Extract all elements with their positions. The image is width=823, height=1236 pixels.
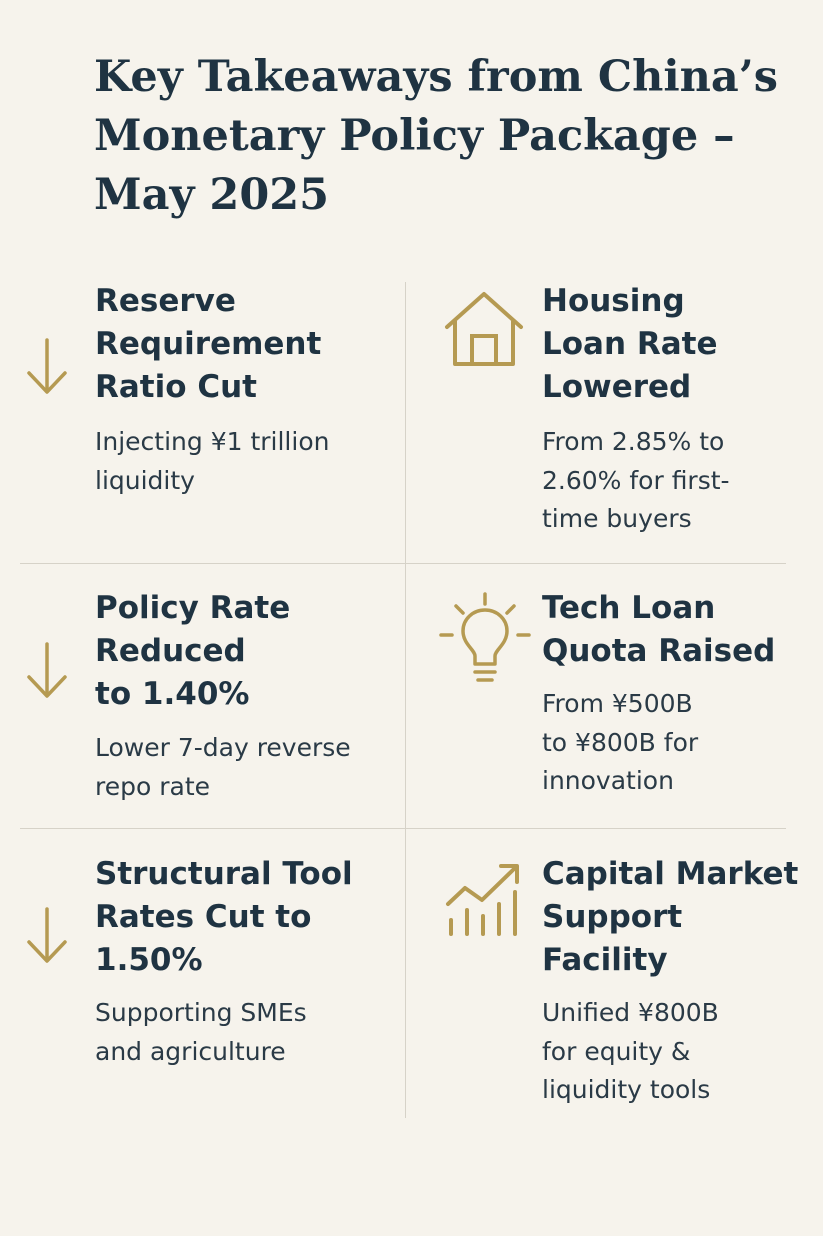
title-line: Key Takeaways from China’s (94, 52, 778, 102)
row-divider (20, 563, 786, 564)
card-description: Injecting ¥1 trillion liquidity (95, 427, 330, 495)
card-description: From ¥500B to ¥800B for innovation (542, 689, 699, 795)
card-title: Reserve Requirement Ratio Cut (95, 283, 322, 405)
title-line: Monetary Policy Package – (94, 111, 735, 161)
card-title: Tech Loan Quota Raised (542, 590, 776, 669)
card-description: Lower 7-day reverse repo rate (95, 733, 351, 801)
card-description: From 2.85% to 2.60% for first- time buyers (542, 427, 730, 533)
title-line: May 2025 (94, 170, 330, 220)
growth-chart-icon (445, 860, 525, 938)
card-title: Capital Market Support Facility (542, 856, 799, 978)
house-icon (443, 289, 525, 367)
row-divider (20, 828, 786, 829)
card-title: Housing Loan Rate Lowered (542, 283, 718, 405)
card-title: Structural Tool Rates Cut to 1.50% (95, 856, 353, 978)
card-description: Supporting SMEs and agriculture (95, 998, 307, 1066)
card-description: Unified ¥800B for equity & liquidity tools (542, 998, 719, 1104)
card-title: Policy Rate Reduced to 1.40% (95, 590, 291, 712)
lightbulb-icon (438, 590, 532, 690)
arrow-down-icon (24, 640, 70, 702)
arrow-down-icon (24, 336, 70, 398)
column-divider (405, 282, 406, 1118)
page-title (94, 48, 794, 225)
arrow-down-icon (24, 905, 70, 967)
